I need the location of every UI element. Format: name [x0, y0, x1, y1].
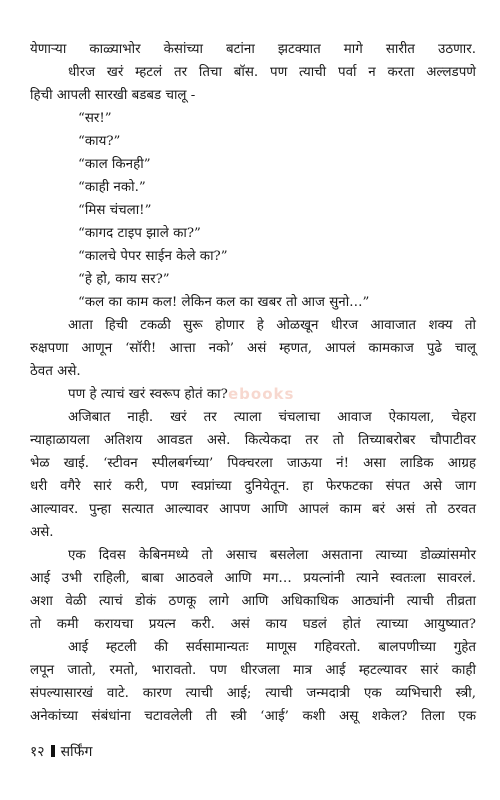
text-line: आई उभी राहिली, बाबा आठवले आणि मग… प्रयत्नांनी त्याने स्वतःला सावरलं. — [30, 571, 476, 586]
text-line: आल्यावर. पुन्हा सत्यात आल्यावर आपण आणि आपलं काम बरं असं तो ठरवत — [30, 502, 476, 517]
text-line: येणाऱ्या काळ्याभोर केसांच्या बटांना झटक्यात मागे सारीत उठणार. — [30, 42, 476, 57]
text-line: असे. — [30, 525, 54, 540]
text-line: अशा वेळी त्याचं डोकं ठणकू लागे आणि अधिकाधिक आठ्यांनी त्याची तीव्रता — [30, 594, 476, 609]
text-line: एक दिवस केबिनमध्ये तो असाच बसलेला असताना त्याच्या डोळ्यांसमोर — [68, 548, 476, 563]
text-line: आता हिची टकळी सुरू होणार हे ओळखून धीरज आवाजात शक्य तो — [68, 318, 476, 333]
dialogue-line: “मिस चंचला!” — [78, 203, 152, 218]
separator-bar — [51, 745, 55, 757]
text-line: आई म्हटली की सर्वसामान्यतः माणूस गहिवरतो. बालपणीच्या गुहेत — [68, 640, 476, 655]
watermark: ebooks — [228, 385, 295, 403]
dialogue-line: “हे हो, काय सर?” — [78, 272, 170, 287]
text-line: ठेवत असे. — [30, 364, 81, 379]
dialogue-line: “कागद टाइप झाले का?” — [78, 226, 201, 241]
text-line: न्याहाळायला अतिशय आवडत असे. कित्येकदा तर तो तिच्याबरोबर चौपाटीवर — [30, 433, 476, 448]
dialogue-line: “काय?” — [78, 134, 121, 149]
dialogue-line: “कल का काम कल! लेकिन कल का खबर तो आज सुनो…” — [78, 295, 370, 310]
text-line: पण हे त्याचं खरं स्वरूप होतं का? — [68, 387, 228, 402]
text-line: तो कमी करायचा प्रयत्न करी. असं काय घडलं होतं त्याच्या आयुष्यात? — [30, 617, 476, 632]
text-line: धरी वगैरे सारं करी, पण स्वप्नांच्या दुनियेतून. हा फेरफटका संपत असे जाग — [30, 479, 476, 494]
book-title: सर्फिंग — [60, 744, 93, 760]
dialogue-line: “काही नको.” — [78, 180, 146, 195]
text-line: अजिबात नाही. खरं तर त्याला चंचलाचा आवाज ऐकायला, चेहरा — [68, 410, 476, 425]
text-line: संपल्यासारखं वाटे. कारण त्याची आई; त्याची जन्मदात्री एक व्यभिचारी स्त्री, — [30, 686, 476, 701]
text-line: हिची आपली सारखी बडबड चालू - — [30, 88, 196, 103]
dialogue-line: “सर!” — [78, 111, 112, 126]
dialogue-line: “काल किनही” — [78, 157, 151, 172]
text-line: धीरज खरं म्हटलं तर तिचा बॉस. पण त्याची पर्वा न करता अल्लडपणे — [68, 65, 476, 80]
text-line: अनेकांच्या संबंधांना चटावलेली ती स्त्री ‘आई’ कशी असू शकेल? तिला एक — [30, 709, 476, 724]
page-number: १२ — [30, 744, 45, 760]
page-footer — [30, 742, 92, 762]
text-line: भेळ खाई. ‘स्टीवन स्पीलबर्गच्या’ पिक्चरला जाऊया नं! असा लाडिक आग्रह — [30, 456, 476, 471]
dialogue-line: “कालचे पेपर साईन केले का?” — [78, 249, 228, 264]
text-line: रुक्षपणा आणून ‘सॉरी! आत्ता नको’ असं म्हणत, आपलं कामकाज पुढे चालू — [30, 341, 476, 356]
text-line: लपून जातो, रमतो, भारावतो. पण धीरजला मात्र आई म्हटल्यावर सारं काही — [30, 663, 476, 678]
